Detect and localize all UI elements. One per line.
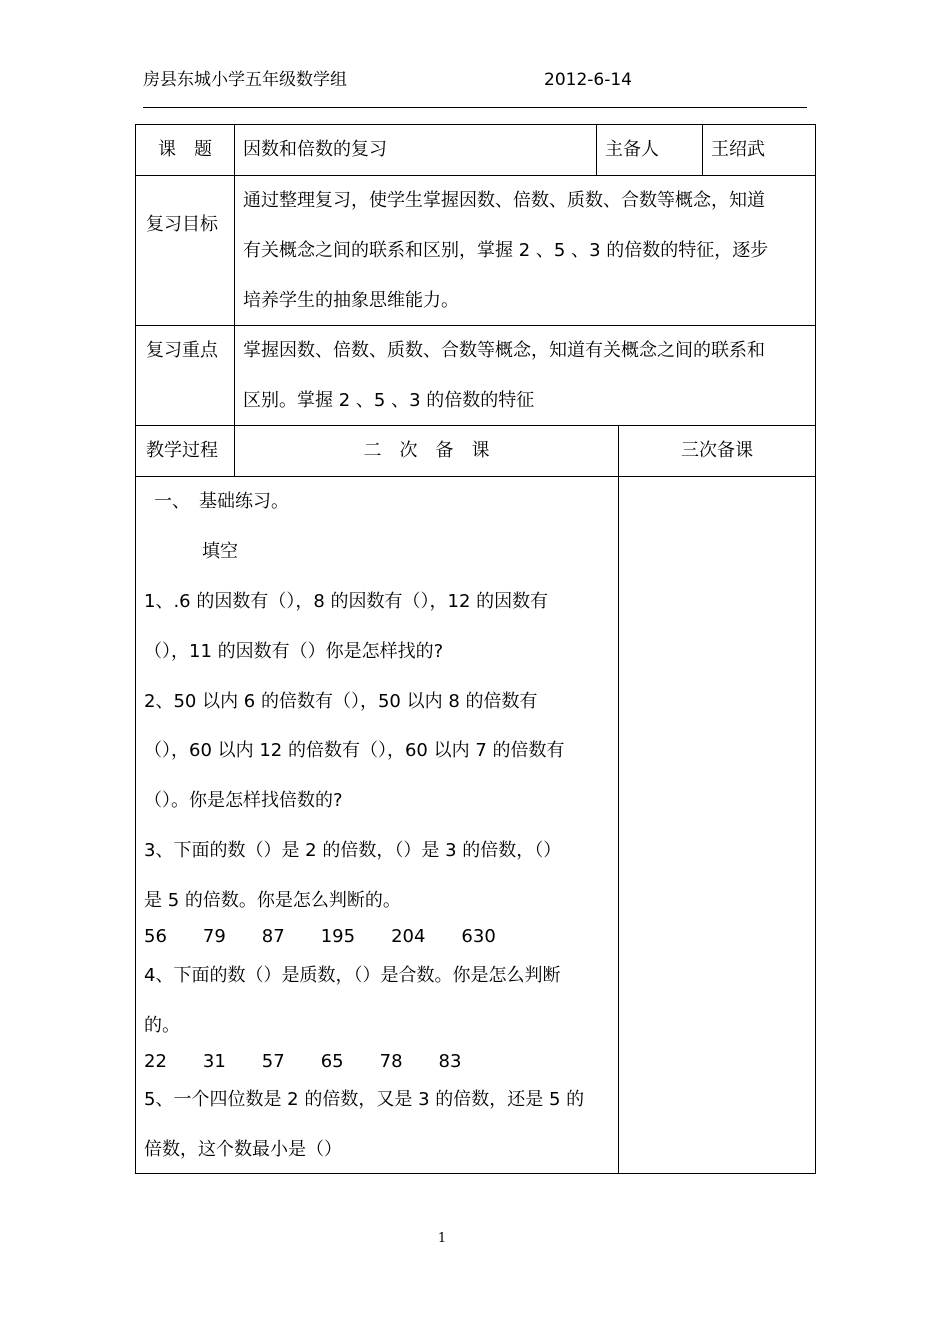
table-col-divider — [596, 124, 597, 175]
table-row-divider — [135, 325, 816, 326]
third-prep-heading: 三次备课 — [681, 440, 753, 461]
exercise-line: 的。 — [144, 1015, 180, 1036]
preparer-value: 王绍武 — [711, 139, 765, 160]
exercise-line: 是 5 的倍数。你是怎么判断的。 — [144, 890, 401, 911]
table-row-divider — [135, 476, 816, 477]
exercise-section-title: 一、 基础练习。 — [154, 491, 289, 512]
page-number: 1 — [437, 1231, 447, 1246]
table-label-divider — [234, 124, 235, 476]
goal-line: 通过整理复习，使学生掌握因数、倍数、质数、合数等概念，知道 — [243, 190, 765, 211]
table-col-divider — [702, 124, 703, 175]
process-label: 教学过程 — [146, 440, 218, 461]
topic-value: 因数和倍数的复习 — [243, 139, 387, 160]
table-border-top — [135, 124, 816, 125]
focus-line: 区别。掌握 2 、5 、3 的倍数的特征 — [243, 390, 535, 411]
table-row-divider — [135, 425, 816, 426]
number-list: 22 31 57 65 78 83 — [144, 1051, 462, 1072]
exercise-line: 4、下面的数（）是质数，（）是合数。你是怎么判断 — [144, 965, 561, 986]
exercise-line: 2、50 以内 6 的倍数有（），50 以内 8 的倍数有 — [144, 691, 538, 712]
focus-label: 复习重点 — [146, 340, 218, 361]
exercise-subtitle: 填空 — [166, 541, 238, 562]
exercise-line: 1、.6 的因数有（），8 的因数有（），12 的因数有 — [144, 591, 549, 612]
table-col-divider — [618, 425, 619, 1174]
header-rule — [143, 107, 807, 108]
table-row-divider — [135, 175, 816, 176]
header-school-group: 房县东城小学五年级数学组 — [143, 70, 347, 90]
exercise-line: （），60 以内 12 的倍数有（），60 以内 7 的倍数有 — [144, 740, 565, 761]
exercise-line: 3、下面的数（）是 2 的倍数，（）是 3 的倍数，（） — [144, 840, 562, 861]
goal-line: 培养学生的抽象思维能力。 — [243, 290, 459, 311]
table-border-left — [135, 124, 136, 1174]
table-border-right — [815, 124, 816, 1174]
table-border-bottom — [135, 1173, 816, 1174]
goal-line: 有关概念之间的联系和区别，掌握 2 、5 、3 的倍数的特征，逐步 — [243, 240, 769, 261]
header-date: 2012-6-14 — [544, 70, 632, 90]
exercise-line: 5、一个四位数是 2 的倍数，又是 3 的倍数，还是 5 的 — [144, 1089, 585, 1110]
number-list: 56 79 87 195 204 630 — [144, 926, 496, 947]
preparer-label: 主备人 — [605, 139, 659, 160]
exercise-line: 倍数，这个数最小是（） — [144, 1139, 342, 1160]
topic-label: 课 题 — [158, 139, 212, 160]
focus-line: 掌握因数、倍数、质数、合数等概念，知道有关概念之间的联系和 — [243, 340, 765, 361]
exercise-line: （），11 的因数有（）你是怎样找的? — [144, 641, 444, 662]
second-prep-heading: 二 次 备 课 — [363, 440, 490, 461]
goal-label: 复习目标 — [146, 214, 218, 235]
exercise-line: （）。你是怎样找倍数的? — [144, 790, 343, 811]
